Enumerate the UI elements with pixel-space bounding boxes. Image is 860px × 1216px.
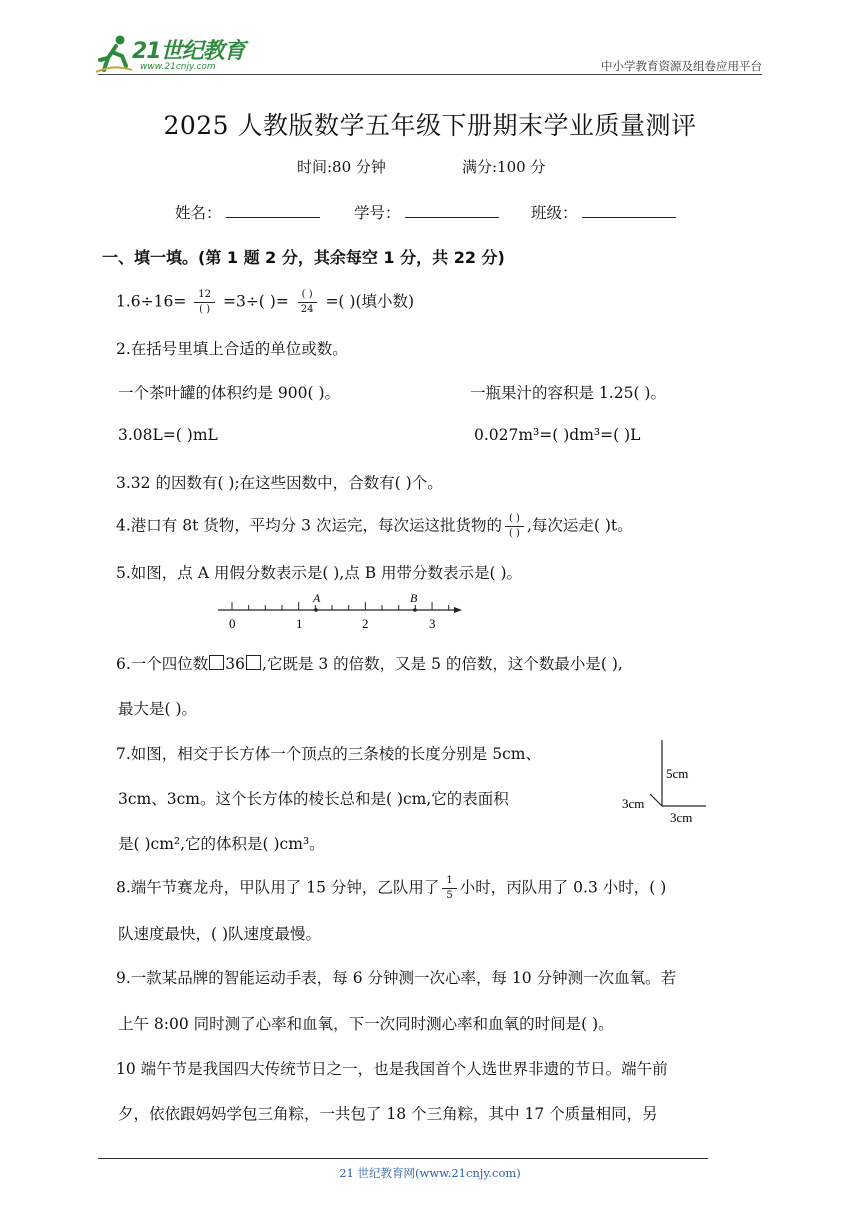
question-7-line1: 7.如图，相交于长方体一个顶点的三条棱的长度分别是 5cm、	[116, 745, 541, 763]
digit-box-1[interactable]	[209, 655, 224, 670]
q6-part-c[interactable]: ,它既是 3 的倍数，又是 5 的倍数，这个数最小是( ),	[262, 655, 623, 673]
question-9-line1: 9.一款某品牌的智能运动手表，每 6 分钟测一次心率，每 10 分钟测一次血氧。若	[116, 969, 677, 987]
question-10-line2: 夕，依依跟妈妈学包三角粽，一共包了 18 个三角粽，其中 17 个质量相同，另	[118, 1105, 658, 1123]
class-blank[interactable]	[582, 203, 676, 218]
section-heading: 一、填一填。(第 1 题 2 分，其余每空 1 分，共 22 分)	[102, 248, 505, 267]
student-id-label: 学号：	[354, 204, 401, 222]
question-3[interactable]: 3.32 的因数有( );在这些因数中，合数有( )个。	[116, 474, 443, 492]
question-8	[116, 875, 666, 902]
q4-fraction[interactable]	[505, 513, 524, 540]
footer-divider	[98, 1158, 708, 1159]
q1-frac2-den: 24	[300, 304, 314, 315]
exam-time: 时间:80 分钟	[297, 158, 386, 176]
q1-frac1-num: 12	[194, 289, 215, 303]
axis-tick-0: 0	[229, 616, 236, 631]
axis-tick-2: 2	[362, 616, 369, 631]
q6-part-a: 6.一个四位数	[116, 655, 209, 673]
footer-text[interactable]: 21 世纪教育网(www.21cnjy.com)	[339, 1166, 521, 1180]
point-a-label: A	[313, 591, 321, 605]
student-id-blank[interactable]	[405, 203, 499, 218]
q1-fraction-1	[194, 289, 215, 316]
platform-name: 中小学教育资源及组卷应用平台	[601, 59, 762, 73]
class-label: 班级：	[531, 204, 578, 222]
question-2-c[interactable]: 3.08L=( )mL	[118, 426, 218, 444]
figure-label-depth: 3cm	[622, 796, 645, 811]
question-8-line2[interactable]: 队速度最快，( )队速度最慢。	[118, 925, 322, 943]
q4-part-a: 4.港口有 8t 货物，平均分 3 次运完，每次运这批货物的	[116, 516, 502, 535]
figure-label-height: 5cm	[666, 766, 689, 781]
question-6-line2[interactable]: 最大是( )。	[118, 700, 198, 718]
q1-part-c[interactable]: =( )(填小数)	[325, 292, 415, 311]
number-line	[212, 588, 464, 632]
cuboid-vertex-figure	[620, 736, 710, 828]
q8-fraction	[442, 875, 456, 902]
question-2-a[interactable]: 一个茶叶罐的体积约是 900( )。	[118, 384, 341, 402]
question-1	[116, 289, 414, 316]
question-10-line1: 10 端午节是我国四大传统节日之一，也是我国首个人选世界非遗的节日。端午前	[116, 1060, 668, 1078]
q1-fraction-2	[297, 289, 318, 316]
q8-frac-den: 5	[446, 890, 453, 901]
q4-frac-num[interactable]: ( )	[505, 513, 524, 527]
logo-text: 21世纪教育	[132, 39, 245, 64]
exam-title: 2025 人教版数学五年级下册期末学业质量测评	[163, 111, 697, 140]
question-9-line2[interactable]: 上午 8:00 同时测了心率和血氧，下一次同时测心率和血氧的时间是( )。	[118, 1015, 614, 1033]
digit-box-2[interactable]	[246, 655, 261, 670]
q4-frac-den[interactable]: ( )	[508, 528, 520, 539]
q1-part-a: 1.6÷16=	[116, 292, 187, 311]
question-2-stem: 2.在括号里填上合适的单位或数。	[116, 340, 348, 358]
q4-part-b[interactable]: ,每次运走( )t。	[526, 516, 633, 535]
question-6	[116, 652, 623, 674]
question-2-d[interactable]: 0.027m³=( )dm³=( )L	[474, 426, 641, 444]
logo-url: www.21cnjy.com	[140, 62, 216, 72]
point-b-label: B	[410, 591, 418, 605]
question-7-line2[interactable]: 3cm、3cm。这个长方体的棱长总和是( )cm,它的表面积	[118, 790, 509, 808]
name-label: 姓名：	[175, 204, 222, 222]
axis-tick-3: 3	[429, 616, 436, 631]
q1-frac2-num[interactable]: ( )	[298, 289, 317, 303]
student-id-field[interactable]	[354, 201, 499, 223]
q8-frac-num: 1	[442, 875, 456, 889]
site-logo	[96, 34, 266, 78]
exam-full-score: 满分:100 分	[462, 158, 546, 176]
name-blank[interactable]	[226, 203, 320, 218]
name-field[interactable]	[175, 201, 320, 223]
figure-label-width: 3cm	[670, 810, 693, 825]
q6-part-b: 36	[225, 655, 246, 673]
runner-icon	[96, 34, 132, 74]
header-divider	[98, 74, 762, 75]
q8-part-b[interactable]: 小时，丙队用了 0.3 小时，( )	[459, 878, 667, 897]
axis-tick-1: 1	[296, 616, 303, 631]
question-4	[116, 513, 633, 540]
class-field[interactable]	[531, 201, 676, 223]
question-2-b[interactable]: 一瓶果汁的容积是 1.25( )。	[470, 384, 666, 402]
question-5[interactable]: 5.如图，点 A 用假分数表示是( ),点 B 用带分数表示是( )。	[116, 564, 523, 582]
q1-part-b[interactable]: =3÷( )=	[222, 292, 289, 311]
q8-part-a: 8.端午节赛龙舟，甲队用了 15 分钟，乙队用了	[116, 878, 440, 897]
q1-frac1-den[interactable]: ( )	[199, 304, 211, 315]
question-7-line3[interactable]: 是( )cm²,它的体积是( )cm³。	[118, 835, 325, 853]
